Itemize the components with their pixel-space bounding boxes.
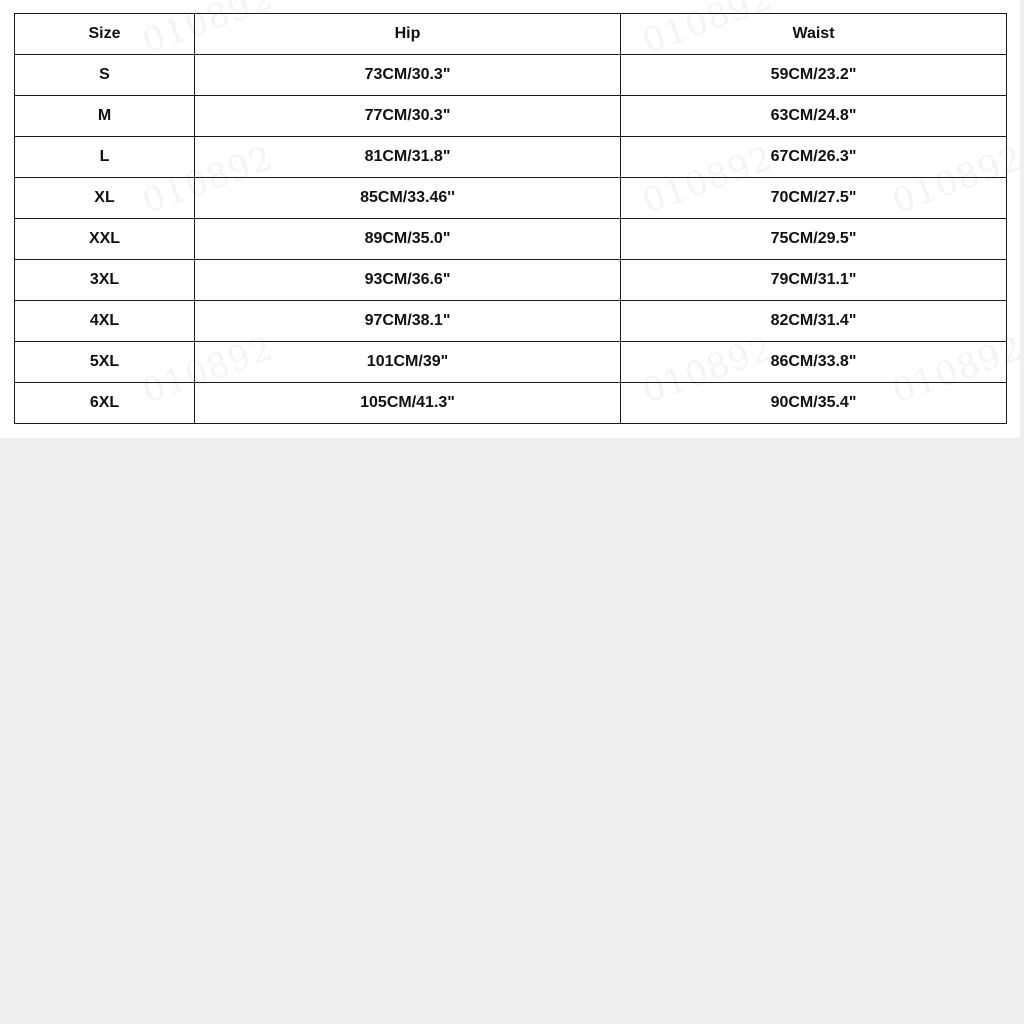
waist-cell: 59CM/23.2" xyxy=(621,55,1007,96)
waist-cell: 82CM/31.4" xyxy=(621,301,1007,342)
size-chart-table xyxy=(14,13,1007,424)
hip-cell: 81CM/31.8" xyxy=(195,137,621,178)
hip-cell: 105CM/41.3" xyxy=(195,383,621,424)
waist-cell: 75CM/29.5" xyxy=(621,219,1007,260)
size-chart-sheet xyxy=(0,0,1020,438)
waist-cell: 67CM/26.3" xyxy=(621,137,1007,178)
hip-cell: 85CM/33.46'' xyxy=(195,178,621,219)
size-cell: XL xyxy=(15,178,195,219)
waist-cell: 63CM/24.8" xyxy=(621,96,1007,137)
table-row xyxy=(15,383,1007,424)
size-cell: 3XL xyxy=(15,260,195,301)
size-cell: 4XL xyxy=(15,301,195,342)
hip-cell: 101CM/39" xyxy=(195,342,621,383)
waist-cell: 86CM/33.8" xyxy=(621,342,1007,383)
table-row xyxy=(15,178,1007,219)
hip-cell: 97CM/38.1" xyxy=(195,301,621,342)
size-cell: L xyxy=(15,137,195,178)
table-row xyxy=(15,96,1007,137)
size-cell: XXL xyxy=(15,219,195,260)
column-header-size: Size xyxy=(15,14,195,55)
size-cell: 5XL xyxy=(15,342,195,383)
hip-cell: 73CM/30.3" xyxy=(195,55,621,96)
table-header-row xyxy=(15,14,1007,55)
table-row xyxy=(15,342,1007,383)
column-header-hip: Hip xyxy=(195,14,621,55)
hip-cell: 77CM/30.3" xyxy=(195,96,621,137)
waist-cell: 70CM/27.5" xyxy=(621,178,1007,219)
size-cell: S xyxy=(15,55,195,96)
hip-cell: 93CM/36.6" xyxy=(195,260,621,301)
size-cell: M xyxy=(15,96,195,137)
waist-cell: 79CM/31.1" xyxy=(621,260,1007,301)
column-header-waist: Waist xyxy=(621,14,1007,55)
waist-cell: 90CM/35.4" xyxy=(621,383,1007,424)
table-row xyxy=(15,219,1007,260)
table-row xyxy=(15,137,1007,178)
size-cell: 6XL xyxy=(15,383,195,424)
table-row xyxy=(15,260,1007,301)
table-row xyxy=(15,301,1007,342)
table-row xyxy=(15,55,1007,96)
hip-cell: 89CM/35.0" xyxy=(195,219,621,260)
